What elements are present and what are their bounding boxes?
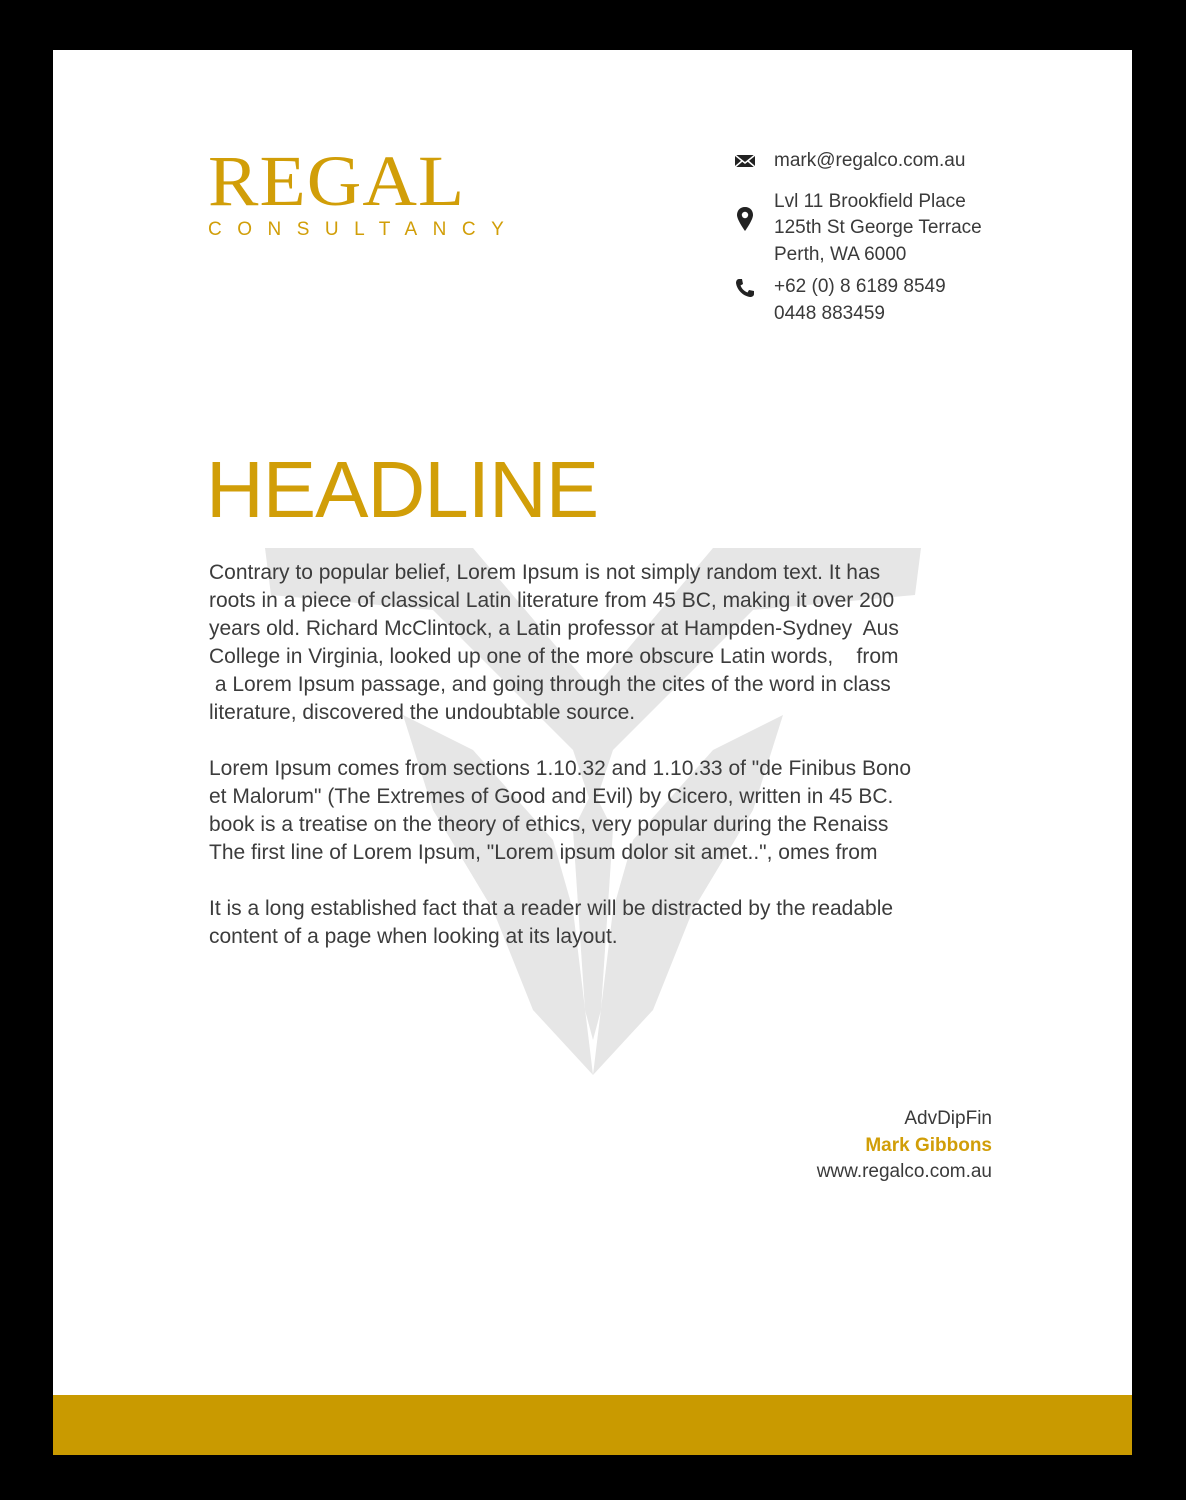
phone-number[interactable]: +62 (0) 8 6189 8549 bbox=[774, 276, 946, 297]
letterhead-page bbox=[53, 50, 1132, 1455]
email-link[interactable]: mark@regalco.com.au bbox=[774, 150, 966, 171]
text-line: It is a long established fact that a reader will be distracted by the readable bbox=[209, 897, 894, 920]
text-line: Contrary to popular belief, Lorem Ipsum is not simply random text. It has bbox=[209, 561, 881, 584]
text-line: literature, discovered the undoubtable source. bbox=[209, 701, 636, 724]
logo-tagline: CONSULTANCY bbox=[208, 219, 520, 240]
address-line: Perth, WA 6000 bbox=[774, 243, 907, 265]
headline: HEADLINE bbox=[206, 445, 599, 534]
logo-wordmark: REGAL bbox=[208, 141, 466, 221]
text-line: et Malorum" (The Extremes of Good and Evil) by Cicero, written in 45 BC. bbox=[209, 785, 894, 808]
map-pin-icon bbox=[733, 207, 757, 231]
website-link[interactable]: www.regalco.com.au bbox=[816, 1161, 992, 1182]
text-line: Lorem Ipsum comes from sections 1.10.32 and 1.10.33 of "de Finibus Bono bbox=[209, 757, 912, 780]
contact-address bbox=[733, 189, 982, 269]
company-logo bbox=[208, 141, 520, 241]
text-line: content of a page when looking at its layout. bbox=[209, 925, 618, 948]
paragraph bbox=[209, 755, 1069, 867]
signature-credential: AdvDipFin bbox=[904, 1108, 992, 1129]
contact-email bbox=[733, 148, 982, 175]
text-line: roots in a piece of classical Latin literature from 45 BC, making it over 200 bbox=[209, 589, 895, 612]
address-line: 125th St George Terrace bbox=[774, 217, 982, 238]
envelope-icon bbox=[733, 149, 757, 173]
text-line: College in Virginia, looked up one of the more obscure Latin words, from bbox=[209, 645, 899, 668]
footer-band bbox=[53, 1395, 1132, 1455]
letter-body bbox=[209, 559, 1069, 979]
paragraph bbox=[209, 559, 1069, 727]
text-line: a Lorem Ipsum passage, and going through the cites of the word in class bbox=[209, 673, 891, 696]
mobile-number[interactable]: 0448 883459 bbox=[774, 302, 885, 324]
paragraph bbox=[209, 895, 1069, 951]
signature-block bbox=[817, 1106, 992, 1186]
address-line: Lvl 11 Brookfield Place bbox=[774, 190, 966, 212]
contact-block bbox=[733, 148, 982, 333]
text-line: years old. Richard McClintock, a Latin professor at Hampden-Sydney Aus bbox=[209, 617, 899, 640]
text-line: book is a treatise on the theory of ethics, very popular during the Renaiss bbox=[209, 813, 889, 836]
phone-icon bbox=[733, 276, 757, 300]
signature-name: Mark Gibbons bbox=[865, 1134, 992, 1156]
text-line: The first line of Lorem Ipsum, "Lorem ipsum dolor sit amet..", omes from bbox=[209, 841, 878, 864]
contact-phone bbox=[733, 274, 982, 327]
